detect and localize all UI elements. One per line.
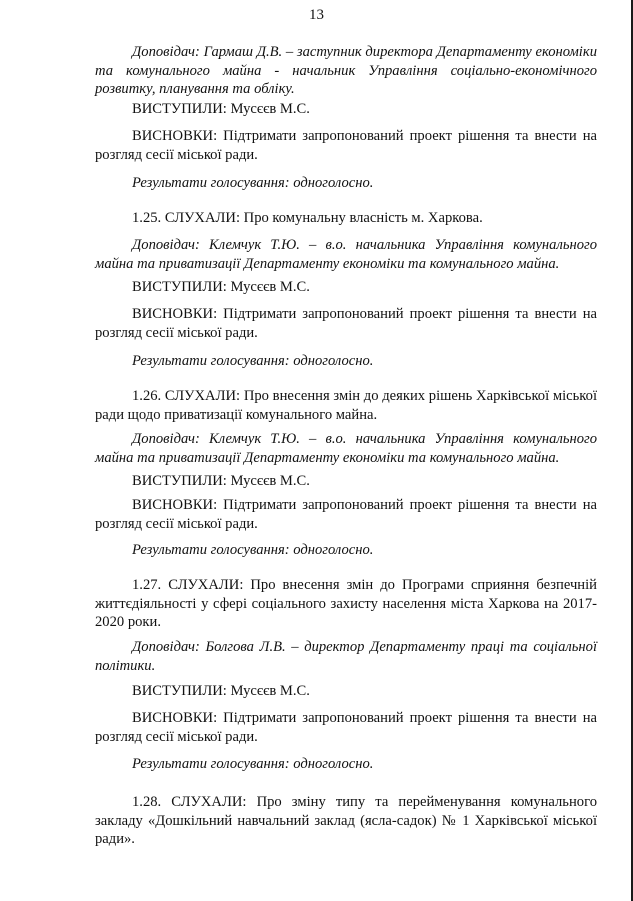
agenda-item-heading: 1.28. СЛУХАЛИ: Про зміну типу та перейменування комунального закладу «Дошкільний навчальний заклад (ясла-садок) № 1 Харківської міської ради». [95,794,597,847]
conclusions-paragraph: ВИСНОВКИ: Підтримати запропонований проект рішення та внести на розгляд сесії міської ради. [95,306,597,341]
speaker-paragraph: Доповідач: Болгова Л.В. – директор Департаменту праці та соціальної політики. [95,639,597,674]
agenda-item-heading: 1.26. СЛУХАЛИ: Про внесення змін до деяких рішень Харківської міської ради щодо приватизації комунального майна. [95,388,597,423]
page-number: 13 [309,7,324,23]
agenda-item-heading: 1.25. СЛУХАЛИ: Про комунальну власність м. Харкова. [132,210,483,226]
voting-result-paragraph: Результати голосування: одноголосно. [132,175,374,191]
speakers-paragraph: ВИСТУПИЛИ: Мусєєв М.С. [132,683,310,699]
speaker-paragraph: Доповідач: Гармаш Д.В. – заступник директора Департаменту економіки та комунального майна - начальник Управління соціально-економічного розвитку, планування та обліку. [95,44,597,97]
voting-result-paragraph: Результати голосування: одноголосно. [132,542,374,558]
speakers-paragraph: ВИСТУПИЛИ: Мусєєв М.С. [132,473,310,489]
speakers-paragraph: ВИСТУПИЛИ: Мусєєв М.С. [132,101,310,117]
speaker-paragraph: Доповідач: Клемчук Т.Ю. – в.о. начальника Управління комунального майна та приватизації Департаменту економіки та комунального майна. [95,431,597,466]
conclusions-paragraph: ВИСНОВКИ: Підтримати запропонований проект рішення та внести на розгляд сесії міської ради. [95,128,597,163]
speakers-paragraph: ВИСТУПИЛИ: Мусєєв М.С. [132,279,310,295]
conclusions-paragraph: ВИСНОВКИ: Підтримати запропонований проект рішення та внести на розгляд сесії міської ради. [95,497,597,532]
conclusions-paragraph: ВИСНОВКИ: Підтримати запропонований проект рішення та внести на розгляд сесії міської ради. [95,710,597,745]
agenda-item-heading: 1.27. СЛУХАЛИ: Про внесення змін до Програми сприяння безпечній життєдіяльності у сфері соціального захисту населення міста Харкова на 2017-2020 роки. [95,577,597,630]
voting-result-paragraph: Результати голосування: одноголосно. [132,756,374,772]
voting-result-paragraph: Результати голосування: одноголосно. [132,353,374,369]
speaker-paragraph: Доповідач: Клемчук Т.Ю. – в.о. начальника Управління комунального майна та приватизації Департаменту економіки та комунального майна. [95,237,597,272]
